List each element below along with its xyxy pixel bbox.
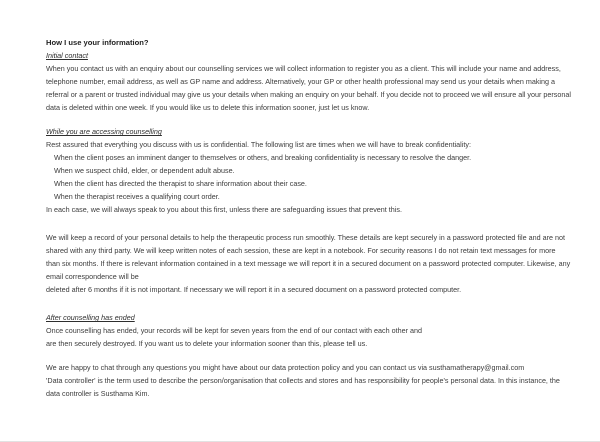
- heading-accessing-counselling: While you are accessing counselling: [46, 127, 162, 136]
- heading-after-counselling: After counselling has ended: [46, 313, 135, 322]
- paragraph-records: [46, 231, 571, 296]
- heading-initial-contact: Initial contact: [46, 51, 88, 60]
- text-line-contact-email: We are happy to chat through any questions you might have about our data protection policy and you can contact us via susthamatherapy@gmail.com: [46, 363, 525, 372]
- paragraph-initial-contact: [46, 62, 571, 114]
- paragraph-confidentiality-outro: In each case, we will always speak to you about this first, unless there are safeguarding issues that prevent this.: [46, 205, 402, 214]
- text-line: telephone number, email address, as well as GP name and address. Alternatively, your GP or other health professional may send us your details when making a: [46, 77, 555, 86]
- text-line: 'Data controller' is the term used to describe the person/organisation that collects and stores and has responsibility for people's personal data. In this instance, the: [46, 376, 560, 385]
- text-line: shared with any third party. We will keep written notes of each session, these are kept in a notebook. For security reasons I do not retain text messages for more: [46, 246, 556, 255]
- confidentiality-exceptions-list: [54, 151, 562, 203]
- text-line-data-controller: data controller is Susthama Kim.: [46, 389, 150, 398]
- paragraph-confidentiality-intro: Rest assured that everything you discuss with us is confidential. The following list are times when we will have to break confidentiality:: [46, 140, 471, 149]
- text-line: Once counselling has ended, your records will be kept for seven years from the end of our contact with each other and: [46, 326, 422, 335]
- paragraph-after-counselling: [46, 324, 562, 350]
- list-item: When the client poses an imminent danger to themselves or others, and breaking confidentiality is necessary to resolve the danger.: [54, 153, 472, 162]
- text-line: than six months. If there is relevant information contained in a text message we will report it in a secured document on a password protected computer. Likewise, any: [46, 259, 571, 268]
- text-line: email correspondence will be: [46, 272, 139, 281]
- text-line: referral or a parent or trusted individual may give us your details when making an enquiry on your behalf. If you decide not to proceed we will ensure all your personal: [46, 90, 571, 99]
- text-line: are then securely destroyed. If you want us to delete your information sooner than this, please tell us.: [46, 339, 368, 348]
- text-line: data is deleted within one week. If you would like us to delete this information sooner, just let us know.: [46, 103, 370, 112]
- document-title: How I use your information?: [46, 38, 149, 47]
- text-line: When you contact us with an enquiry about our counselling services we will collect information to register you as a client. This will include your name and address,: [46, 64, 561, 73]
- text-line: deleted after 6 months if it is not important. If necessary we will report it in a secured document on a password protected computer.: [46, 285, 462, 294]
- list-item: When the client has directed the therapist to share information about their case.: [54, 179, 307, 188]
- list-item: When we suspect child, elder, or dependent adult abuse.: [54, 166, 235, 175]
- text-line: We will keep a record of your personal details to help the therapeutic process run smoothly. These details are kept securely in a password protected file and are not: [46, 233, 565, 242]
- list-item: When the therapist receives a qualifying court order.: [54, 192, 220, 201]
- paragraph-closing: [46, 361, 562, 400]
